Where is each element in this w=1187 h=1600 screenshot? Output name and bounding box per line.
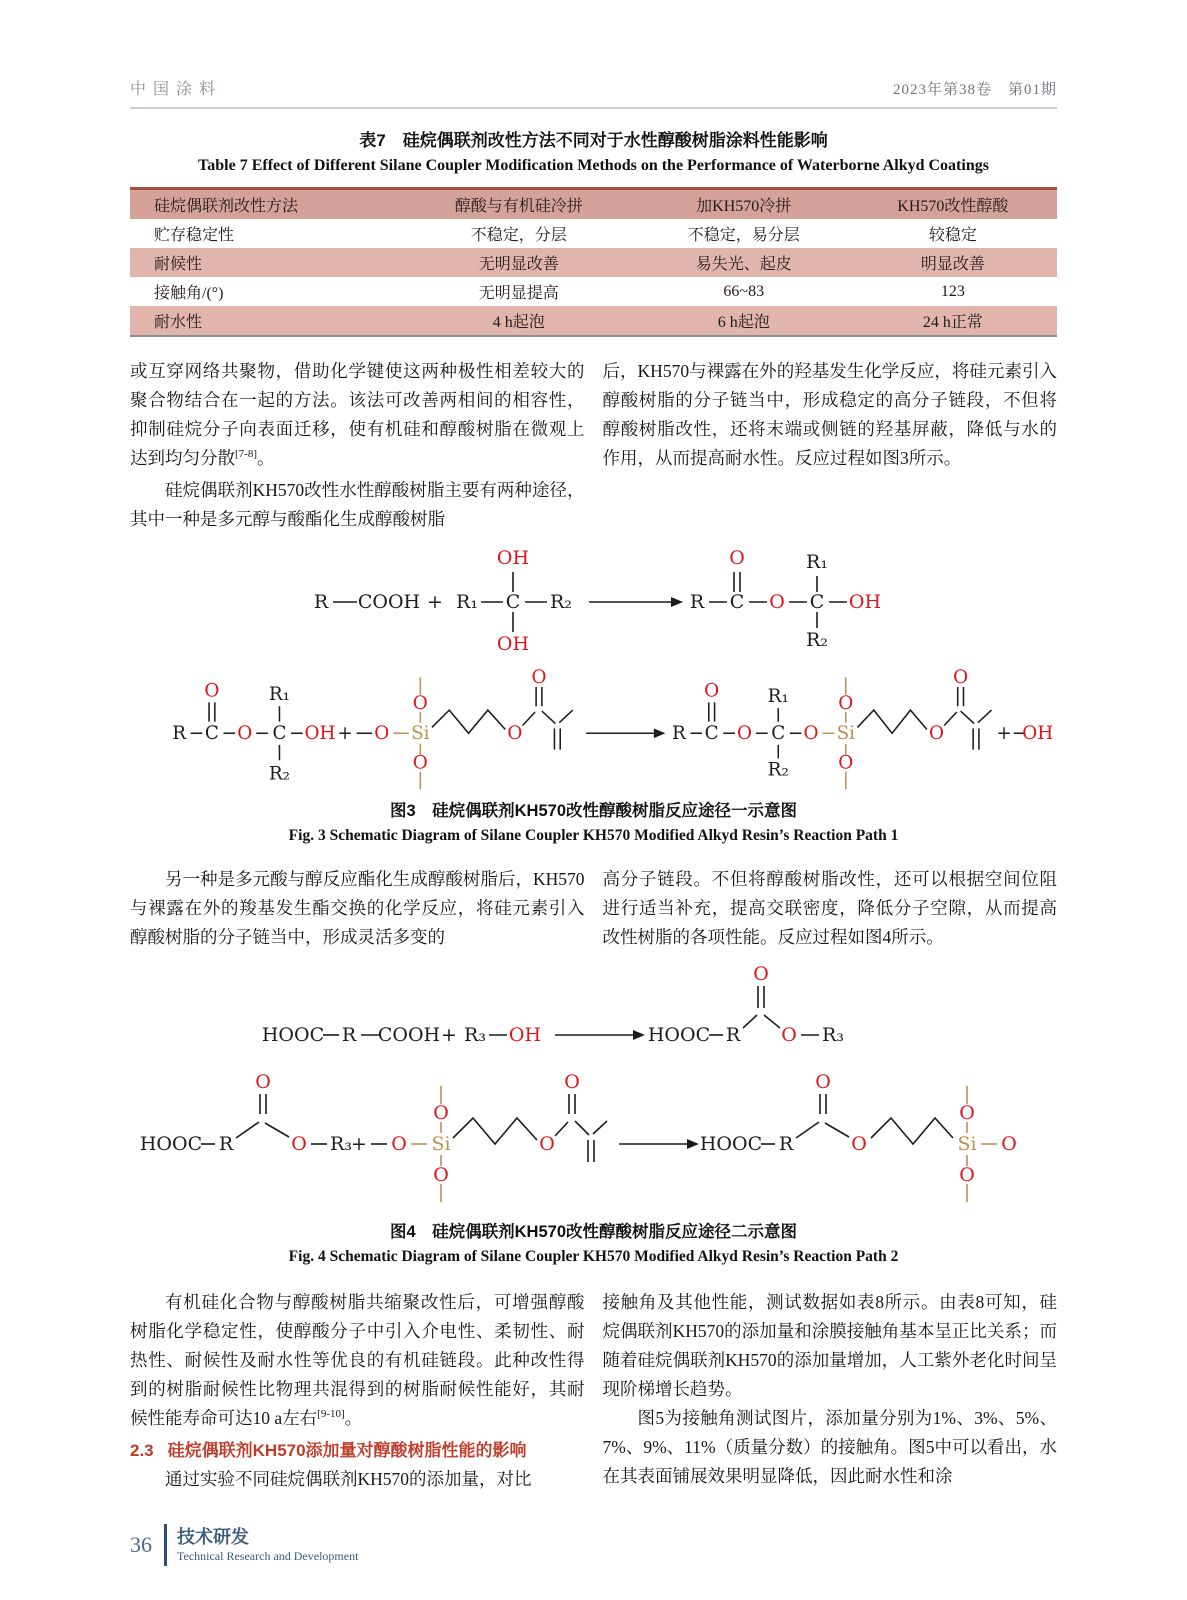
svg-text:OH: OH — [508, 1024, 542, 1046]
page-number: 36 — [130, 1532, 152, 1557]
cell: 接触角/(°) — [154, 285, 224, 302]
cell: 无明显提高 — [478, 285, 559, 302]
svg-text:R₁: R₁ — [767, 686, 789, 708]
figure-3 — [130, 540, 1057, 849]
svg-text:OH: OH — [848, 591, 882, 613]
svg-text:R: R — [689, 591, 705, 613]
cell: 易失光、起皮 — [695, 256, 792, 273]
cell: 66~83 — [723, 282, 765, 300]
paragraph-text: 或互穿网络共聚物，借助化学键使这两种极性相差较大的聚合物结合在一起的方法。该法可改善两相间的相容性，抑制硅烷分子向表面迁移，使有机硅和醇酸树脂在微观上达到均匀分散 — [130, 361, 585, 468]
svg-text:R: R — [341, 1024, 357, 1046]
right-column — [603, 1288, 1058, 1494]
col-header: 硅烷偶联剂改性方法 — [154, 198, 299, 215]
svg-text:O: O — [255, 1071, 271, 1093]
svg-text:C: C — [704, 722, 719, 744]
right-column — [603, 865, 1058, 952]
citation-ref: [7-8] — [235, 448, 257, 460]
svg-text:R₂: R₂ — [767, 759, 789, 781]
table7 — [130, 187, 1057, 337]
svg-text:O: O — [204, 680, 220, 702]
svg-text:O: O — [704, 680, 720, 702]
fig4-caption-cn: 图4 硅烷偶联剂KH570改性醇酸树脂反应途径二示意图 — [389, 1223, 798, 1241]
cell: 无明显改善 — [478, 256, 559, 273]
svg-text:R₃: R₃ — [330, 1133, 352, 1155]
svg-text:O: O — [953, 666, 969, 688]
table7-title-cn: 表7 硅烷偶联剂改性方法不同对于水性醇酸树脂涂料性能影响 — [359, 131, 828, 150]
svg-text:O: O — [959, 1164, 975, 1186]
svg-text:HOOC: HOOC — [647, 1024, 711, 1046]
svg-text:Si: Si — [836, 722, 856, 744]
svg-text:O: O — [838, 692, 854, 714]
svg-text:+: + — [427, 591, 443, 613]
left-column — [130, 1288, 585, 1494]
cell: 不稳定，易分层 — [687, 227, 800, 244]
svg-text:R: R — [313, 591, 329, 613]
citation-ref: [9-10] — [317, 1408, 345, 1420]
fig3-caption-en: Fig. 3 Schematic Diagram of Silane Coupler KH570 Modified Alkyd Resin’s Reaction Path 1 — [288, 827, 899, 844]
svg-text:R: R — [671, 722, 686, 744]
paragraph — [130, 1288, 585, 1436]
svg-text:R: R — [725, 1024, 741, 1046]
svg-text:C: C — [771, 722, 786, 744]
svg-text:OH: OH — [496, 547, 530, 569]
svg-text:COOH: COOH — [377, 1024, 441, 1046]
svg-text:R₂: R₂ — [806, 629, 828, 651]
left-column — [130, 357, 585, 534]
col-header: 加KH570冷拼 — [696, 198, 792, 215]
svg-text:O: O — [769, 591, 785, 613]
svg-text:O: O — [851, 1133, 867, 1155]
svg-text:Si: Si — [431, 1133, 451, 1155]
footer-section — [177, 1526, 358, 1564]
fig4-caption-en: Fig. 4 Schematic Diagram of Silane Coupler KH570 Modified Alkyd Resin’s Reaction Path 2 — [288, 1248, 899, 1265]
paragraph: 高分子链段。不但将醇酸树脂改性，还可以根据空间位阻进行适当补充，提高交联密度，降低分子空隙，从而提高改性树脂的各项性能。反应过程如图4所示。 — [602, 869, 1057, 947]
svg-text:R₁: R₁ — [456, 591, 478, 613]
svg-text:O: O — [412, 752, 428, 774]
journal-name: 中国涂料 — [130, 81, 223, 98]
svg-text:OH: OH — [1022, 722, 1054, 744]
fig3-caption-cn: 图3 硅烷偶联剂KH570改性醇酸树脂反应途径一示意图 — [389, 802, 798, 820]
svg-text:C: C — [272, 722, 287, 744]
paragraph: 后，KH570与裸露在外的羟基发生化学反应，将硅元素引入醇酸树脂的分子链当中，形成稳定的高分子链段，不但将醇酸树脂改性，还将末端或侧链的羟基屏蔽，降低与水的作用，从而提高耐水性。反应过程如图3所示。 — [602, 361, 1057, 468]
figure-4 — [130, 958, 1057, 1270]
svg-text:O: O — [507, 722, 523, 744]
svg-text:O: O — [539, 1133, 555, 1155]
svg-text:C: C — [729, 591, 745, 613]
section-title: 硅烷偶联剂KH570添加量对醇酸树脂性能的影响 — [167, 1441, 527, 1460]
cell: 明显改善 — [920, 256, 985, 273]
svg-text:O: O — [291, 1133, 307, 1155]
footer-section-cn: 技术研发 — [177, 1527, 249, 1547]
svg-text:R: R — [172, 722, 187, 744]
table-header-row — [130, 189, 1057, 220]
svg-text:+: + — [337, 722, 353, 744]
cell: 4 h起泡 — [492, 314, 545, 331]
svg-text:O: O — [959, 1102, 975, 1124]
svg-text:O: O — [391, 1133, 407, 1155]
table-row — [130, 306, 1057, 336]
svg-text:R₃: R₃ — [464, 1024, 486, 1046]
svg-text:Si: Si — [957, 1133, 977, 1155]
svg-text:HOOC: HOOC — [261, 1024, 325, 1046]
svg-text:O: O — [736, 722, 753, 744]
fig3-reaction-row2 — [131, 658, 1056, 795]
svg-text:O: O — [838, 752, 854, 774]
section-heading-2-3 — [130, 1436, 585, 1465]
svg-text:COOH: COOH — [357, 591, 421, 613]
svg-text:O: O — [753, 963, 769, 985]
fig3-reaction-row1 — [131, 540, 1056, 658]
paragraph-text: 有机硅化合物与醇酸树脂共缩聚改性后，可增强醇酸树脂化学稳定性，使醇酸分子中引入介电性、柔韧性、耐热性、耐候性及耐水性等优良的有机硅链段。此种改性得到的树脂耐候性比物理共混得到的树脂耐候性能好，其耐候性能寿命可达10 a左右 — [130, 1292, 585, 1428]
svg-text:+: + — [441, 1024, 457, 1046]
paragraph: 接触角及其他性能，测试数据如表8所示。由表8可知，硅烷偶联剂KH570的添加量和涂膜接触角基本呈正比关系；而随着硅烷偶联剂KH570的添加量增加，人工紫外老化时间呈现阶梯增长趋势。 — [602, 1292, 1057, 1399]
paragraph: 硅烷偶联剂KH570改性水性醇酸树脂主要有两种途径，其中一种是多元醇与酸酯化生成醇酸树脂 — [130, 480, 585, 529]
table-row — [130, 277, 1057, 306]
svg-text:O: O — [433, 1164, 449, 1186]
table7-title-en: Table 7 Effect of Different Silane Coupler Modification Methods on the Performance of Waterborne Alkyd Coatings — [198, 157, 989, 174]
page-header — [130, 76, 1057, 109]
svg-text:+: + — [351, 1133, 367, 1155]
paragraph — [130, 357, 585, 476]
svg-text:HOOC: HOOC — [699, 1133, 763, 1155]
paragraph: 另一种是多元酸与醇反应酯化生成醇酸树脂后，KH570与裸露在外的羧基发生酯交换的化学反应，将硅元素引入醇酸树脂的分子链当中，形成灵活多变的 — [130, 869, 585, 947]
svg-text:O: O — [412, 692, 428, 714]
col-header: KH570改性醇酸 — [897, 198, 1009, 215]
svg-text:OH: OH — [304, 722, 336, 744]
svg-text:R₃: R₃ — [822, 1024, 844, 1046]
svg-text:R₁: R₁ — [806, 551, 828, 573]
table-row — [130, 219, 1057, 248]
svg-text:+: + — [996, 722, 1012, 744]
footer-section-en: Technical Research and Development — [177, 1549, 359, 1563]
svg-text:R₁: R₁ — [268, 684, 291, 706]
cell: 24 h正常 — [922, 314, 983, 331]
col-header: 醇酸与有机硅冷拼 — [454, 198, 583, 215]
cell: 耐水性 — [154, 314, 203, 331]
svg-text:OH: OH — [496, 633, 530, 655]
cell: 123 — [940, 282, 965, 300]
svg-text:O: O — [237, 722, 253, 744]
svg-text:C: C — [809, 591, 825, 613]
cell: 不稳定，分层 — [470, 227, 567, 244]
svg-text:O: O — [803, 722, 819, 744]
svg-text:R: R — [218, 1133, 234, 1155]
paragraph: 图5为接触角测试图片，添加量分别为1%、3%、5%、7%、9%、11%（质量分数）的接触角。图5中可以看出，水在其表面铺展效果明显降低，因此耐水性和涂 — [602, 1408, 1057, 1486]
right-column — [603, 357, 1058, 534]
svg-text:O: O — [433, 1102, 449, 1124]
paragraph-text: 。 — [344, 1408, 363, 1428]
issue-info: 2023年第38卷 第01期 — [892, 82, 1057, 98]
text-block-2 — [130, 865, 1057, 952]
cell: 6 h起泡 — [717, 314, 770, 331]
svg-text:O: O — [781, 1024, 797, 1046]
paragraph: 通过实验不同硅烷偶联剂KH570的添加量，对比 — [165, 1469, 532, 1489]
svg-text:C: C — [505, 591, 521, 613]
svg-text:O: O — [531, 666, 547, 688]
svg-text:R₂: R₂ — [268, 763, 291, 785]
cell: 贮存稳定性 — [154, 227, 235, 244]
left-column — [130, 865, 585, 952]
svg-text:Si: Si — [411, 722, 430, 744]
cell: 耐候性 — [154, 256, 203, 273]
fig4-reaction-row2 — [131, 1066, 1056, 1216]
svg-text:O: O — [729, 547, 745, 569]
svg-text:R: R — [778, 1133, 794, 1155]
page-footer — [130, 1524, 1057, 1566]
paragraph-text: 。 — [257, 448, 275, 468]
footer-divider — [164, 1524, 167, 1566]
svg-text:C: C — [204, 722, 219, 744]
fig4-reaction-row1 — [131, 958, 1056, 1066]
svg-text:R₂: R₂ — [550, 591, 572, 613]
section-number: 2.3 — [130, 1441, 154, 1460]
svg-text:HOOC: HOOC — [139, 1133, 203, 1155]
text-block-1 — [130, 357, 1057, 534]
text-block-3 — [130, 1288, 1057, 1494]
svg-text:O: O — [815, 1071, 831, 1093]
svg-text:O: O — [374, 722, 390, 744]
cell: 较稳定 — [928, 227, 977, 244]
svg-text:O: O — [928, 722, 944, 744]
svg-text:O: O — [564, 1071, 580, 1093]
table-row — [130, 248, 1057, 277]
svg-text:O: O — [1001, 1133, 1017, 1155]
